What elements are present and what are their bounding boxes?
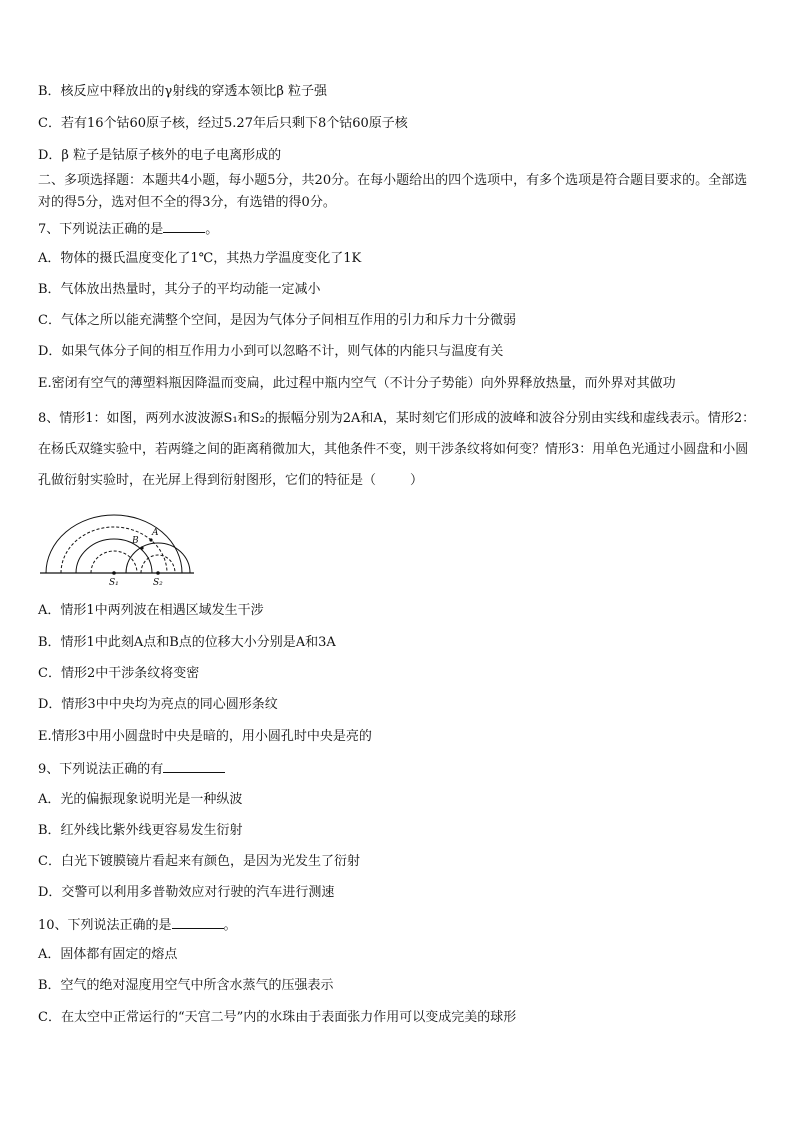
q7-option-c: C．气体之所以能充满整个空间，是因为气体分子间相互作用的引力和斥力十分微弱 xyxy=(38,313,516,328)
q7-option-e: E.密闭有空气的薄塑料瓶因降温而变扁，此过程中瓶内空气（不计分子势能）向外界释放热量，而外界对其做功 xyxy=(38,376,676,391)
q9-option-b: B．红外线比紫外线更容易发生衍射 xyxy=(38,823,243,838)
s1-trough-inner xyxy=(91,551,137,573)
point-b-dot xyxy=(140,546,143,549)
q10-option-c: C．在太空中正常运行的“天宫二号”内的水珠由于表面张力作用可以变成完美的球形 xyxy=(38,1010,517,1025)
question-7-text: 7、下列说法正确的是 xyxy=(38,222,164,237)
question-10-text: 10、下列说法正确的是 xyxy=(38,918,172,933)
question-9-text: 9、下列说法正确的有 xyxy=(38,762,164,777)
question-8-text: 8、情形1：如图，两列水波波源S₁和S₂的振幅分别为2A和A，某时刻它们形成的波峰和波谷分别由实线和虚线表示。情形2：在杨氏双缝实验中，若两缝之间的距离稍微加大，其他条件不变，则干涉条纹将如何变？情形3：用单色光通过小圆盘和小圆孔做衍射实验时，在光屏上得到衍射图形，它们的特征是（ xyxy=(38,411,756,488)
answer-blank xyxy=(163,220,205,233)
question-7-end: 。 xyxy=(205,222,219,237)
q9-option-a: A．光的偏振现象说明光是一种纵波 xyxy=(38,792,243,807)
q7-option-a: A．物体的摄氏温度变化了1℃，其热力学温度变化了1K xyxy=(38,251,362,266)
question-8-end: ） xyxy=(410,473,424,488)
q8-option-b: B．情形1中此刻A点和B点的位移大小分别是A和3A xyxy=(38,635,336,650)
s2-trough-inner xyxy=(141,555,175,573)
section-heading-multiple-choice: 二、多项选择题：本题共4小题，每小题5分，共20分。在每小题给出的四个选项中，有多个选项是符合题目要求的。全部选对的得5分，选对但不全的得3分，有选错的得0分。 xyxy=(38,173,748,210)
source-s2-label: S₂ xyxy=(153,578,163,588)
s1-crest-middle xyxy=(76,539,152,573)
answer-blank xyxy=(163,760,225,773)
q10-option-a: A．固体都有固定的熔点 xyxy=(38,947,178,962)
q8-option-c: C．情形2中干涉条纹将变密 xyxy=(38,666,200,681)
question-7 xyxy=(38,220,218,238)
option-b-nuclear: B．核反应中释放出的γ射线的穿透本领比β 粒子强 xyxy=(38,84,327,99)
q9-option-c: C．白光下镀膜镜片看起来有颜色，是因为光发生了衍射 xyxy=(38,854,360,869)
q7-option-d: D．如果气体分子间的相互作用力小到可以忽略不计，则气体的内能只与温度有关 xyxy=(38,344,504,359)
point-b-label: B xyxy=(132,536,139,546)
s1-crest-outer xyxy=(46,515,182,573)
point-a-label: A xyxy=(152,528,159,538)
q9-option-d: D．交警可以利用多普勒效应对行驶的汽车进行测速 xyxy=(38,885,335,900)
option-c-cobalt: C．若有16个钴60原子核，经过5.27年后只剩下8个钴60原子核 xyxy=(38,116,408,131)
question-8 xyxy=(38,403,760,496)
source-s1-dot xyxy=(112,571,116,575)
source-s2-dot xyxy=(156,571,160,575)
q8-option-a: A．情形1中两列波在相遇区域发生干涉 xyxy=(38,603,264,618)
q8-option-d: D．情形3中中央均为亮点的同心圆形条纹 xyxy=(38,697,278,712)
q7-option-b: B．气体放出热量时，其分子的平均动能一定减小 xyxy=(38,282,321,297)
source-s1-label: S₁ xyxy=(109,578,119,588)
option-d-beta: D．β 粒子是钴原子核外的电子电离形成的 xyxy=(38,148,282,163)
q10-option-b: B．空气的绝对湿度用空气中所含水蒸气的压强表示 xyxy=(38,978,334,993)
answer-blank xyxy=(172,916,224,929)
question-10-end: 。 xyxy=(223,918,237,933)
question-9 xyxy=(38,760,225,778)
q8-option-e: E.情形3中用小圆盘时中央是暗的，用小圆孔时中央是亮的 xyxy=(38,729,372,744)
point-a-dot xyxy=(149,538,152,541)
wave-interference-figure xyxy=(38,510,198,590)
question-10 xyxy=(38,916,237,934)
